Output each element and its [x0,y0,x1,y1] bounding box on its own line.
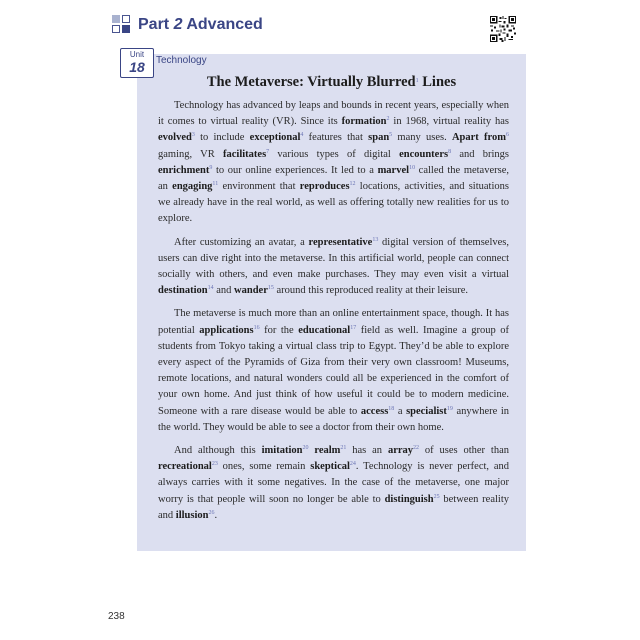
vocab-word: representative [308,236,373,248]
footnote-marker: 2 [386,116,390,123]
footnote-marker: 7 [266,148,270,155]
paragraph-text: digital version of themselves, users can dive right into the metaverse. In this artificial world, people can connect socially with others, and even make purchases. They may even visit a virtual [158,236,509,281]
vocab-word: array [387,445,414,457]
vocab-word: illusion [175,509,209,521]
article-paragraph [158,98,509,228]
vocab-word: distinguish [384,493,434,505]
article-paragraph [158,306,509,436]
paragraph-text: features that [303,132,369,144]
paragraph-text: ones, some remain [217,461,311,473]
unit-badge [120,48,154,78]
paragraph-text: to include [194,132,250,144]
unit-number: 18 [129,59,145,75]
vocab-word: access [360,405,389,417]
vocab-word: reproduces [299,181,350,193]
paragraph-text: has an [346,445,388,457]
vocab-word: educational [298,324,351,336]
part-squares-icon [112,15,132,35]
footnote-marker: 8 [448,148,452,155]
article-paragraph [158,443,509,524]
vocab-word: enrichment [158,164,210,176]
vocab-word: imitation [261,445,303,457]
paragraph-text: called the metaverse, an [158,164,509,193]
vocab-word: destination [158,285,208,297]
paragraph-text: around this reproduced reality at their leisure. [273,285,469,297]
vocab-word: facilitates [223,148,267,160]
paragraph-text: and [213,285,235,297]
part-title: Part 2 Advanced [138,16,263,33]
article-paragraph [158,235,509,300]
footnote-marker: 13 [372,236,379,243]
article-title: The Metaverse: Virtually Blurred$^1$ Lines [206,74,457,90]
footnote-marker: 22 [413,445,420,452]
vocab-word: specialist [406,405,447,417]
paragraph-text: and brings [451,148,509,160]
footnote-marker: 3 [191,132,195,139]
paragraph-text: environment that [218,181,300,193]
vocab-word: engaging [172,181,213,193]
paragraph-text: in 1968, virtual reality has [389,116,509,128]
paragraph-text: The metaverse is much more than an online entertainment space, though. It has potential [158,308,509,336]
footnote-marker: 10 [409,164,416,171]
footnote-marker: 5 [389,132,393,139]
footnote-marker: 17 [350,324,357,331]
footnote-marker: 21 [340,445,347,452]
paragraph-text: of uses other than [419,445,509,457]
paragraph-text: After customizing an avatar, a [174,236,309,248]
page-number: 238 [108,611,125,622]
part-header [112,12,263,38]
footnote-marker: 1 [415,78,419,84]
footnote-marker: 12 [349,181,356,188]
paragraph-text: field as well. Imagine a group of students from Tokyo taking a virtual class trip to Egypt. They’d be able to explore every aspect of the Pyramids of Giza from their very own classroom! Museums, remote locations, and natural wonders could all be experienced in the comfort of your own home. And just think of how useful it could be to modern medicine. Someone with a rare disease would be able to [158,324,509,417]
footnote-marker: 20 [302,445,309,452]
footnote-marker: 25 [433,493,440,500]
vocab-word: formation [341,116,387,128]
paragraph-text: locations, activities, and situations we already have in the real world, as well as offering totally new realities for us to explore. [158,181,509,225]
footnote-marker: 19 [446,405,453,412]
paragraph-text: for the [259,324,299,336]
footnote-marker: 6 [506,132,509,139]
paragraph-text: . Technology is never perfect, and always carries with it some negatives. In the case of the metaverse, one major worry is that people will soon no longer be able to [158,461,510,505]
footnote-marker: 23 [211,461,218,468]
footnote-marker: 24 [349,461,356,468]
paragraph-text: between reality and [158,493,509,521]
qr-code-icon[interactable] [490,16,516,42]
paragraph-text: And although this [174,445,262,457]
vocab-word: wander [234,285,268,297]
footnote-marker: 16 [253,324,260,331]
footnote-marker: 14 [207,285,214,292]
footnote-marker: 18 [388,405,395,412]
article-body [158,98,509,531]
vocab-word: recreational [158,461,212,473]
vocab-word: exceptional [249,132,301,144]
vocab-word: applications [199,324,254,336]
vocab-word: skeptical [310,461,350,473]
vocab-word: realm [314,445,341,457]
paragraph-text: a [394,405,407,417]
footnote-marker: 15 [267,285,274,292]
unit-label: Unit [129,50,145,59]
paragraph-text: . [214,509,218,521]
vocab-word: encounters [399,148,449,160]
paragraph-text: gaming, VR [158,148,224,160]
paragraph-text: many uses. [392,132,452,144]
footnote-marker: 11 [212,181,219,188]
footnote-marker: 26 [208,509,215,516]
vocab-word: marvel [377,164,410,176]
vocab-word: span [368,132,390,144]
paragraph-text: to our online experiences. It led to a [212,164,378,176]
footnote-marker: 9 [209,164,213,171]
vocab-word: Apart from [451,132,506,144]
paragraph-text: Technology has advanced by leaps and bounds in recent years, especially when it comes to virtual reality (VR). Since its [158,100,509,128]
paragraph-text: anywhere in the world. They would be able to see a doctor from their own home. [158,405,509,433]
footnote-marker: 4 [300,132,304,139]
vocab-word: evolved [158,132,192,144]
unit-topic: Technology [156,55,207,66]
paragraph-text: various types of digital [269,148,400,160]
